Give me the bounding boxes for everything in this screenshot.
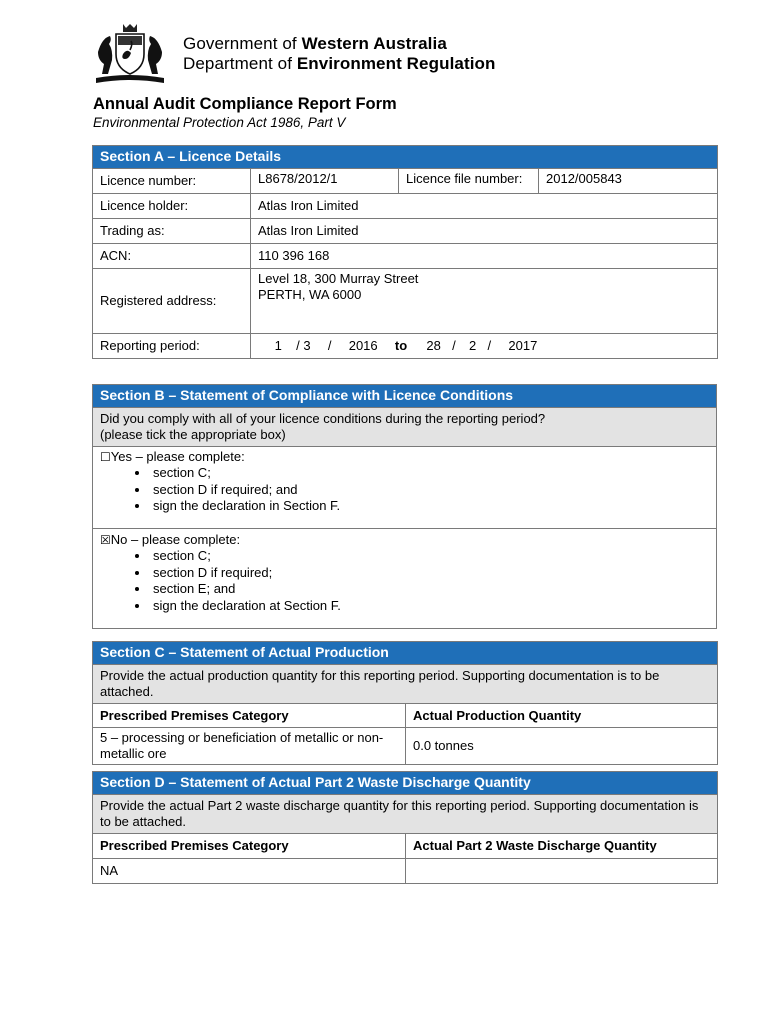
licence-holder-label: Licence holder: (93, 194, 251, 219)
wa-coat-of-arms-icon (90, 22, 170, 88)
org-name-line1: Government of Western Australia (183, 34, 447, 53)
section-a-heading: Section A – Licence Details (93, 146, 718, 169)
to-day: 28 (426, 338, 441, 353)
form-title: Annual Audit Compliance Report Form (93, 95, 397, 113)
no-checkbox[interactable]: ☒ (100, 533, 111, 547)
form-subtitle: Environmental Protection Act 1986, Part V (93, 115, 346, 130)
section-d-col2-header: Actual Part 2 Waste Discharge Quantity (406, 834, 718, 859)
list-item: • sign the declaration at Section F. (150, 598, 709, 615)
section-a-table (92, 145, 718, 359)
yes-checkbox[interactable]: ☐ (100, 450, 111, 464)
section-c-col2-header: Actual Production Quantity (406, 704, 718, 728)
section-c-category-cell: 5 – processing or beneficiation of metallic or non-metallic ore (93, 728, 406, 765)
section-b-table (92, 384, 717, 629)
yes-option[interactable] (93, 447, 717, 529)
no-list (100, 548, 709, 614)
to-month: 2 (469, 338, 477, 353)
registered-address-label: Registered address: (93, 269, 251, 334)
address-line1: Level 18, 300 Murray Street (258, 271, 419, 286)
section-c-instruction: Provide the actual production quantity for this reporting period. Supporting documentation is to be attached. (93, 665, 718, 704)
section-c-heading: Section C – Statement of Actual Production (93, 642, 718, 665)
no-label: No – please complete: (110, 532, 241, 547)
list-item: • section C; (150, 548, 709, 565)
list-item: • sign the declaration in Section F. (150, 498, 709, 515)
address-line2: PERTH, WA 6000 (258, 287, 362, 302)
licence-number-label: Licence number: (93, 169, 251, 194)
licence-file-label: Licence file number: (399, 169, 539, 194)
list-item: • section E; and (150, 581, 709, 598)
from-day: 1 (274, 338, 282, 353)
section-d-category-cell: NA (93, 859, 406, 884)
from-year: 2016 (348, 338, 378, 353)
list-item: • section D if required; and (150, 482, 709, 499)
licence-number-field[interactable]: L8678/2012/1 (251, 169, 399, 194)
trading-as-label: Trading as: (93, 219, 251, 244)
licence-file-field[interactable]: 2012/005843 (539, 169, 718, 194)
section-d-col1-header: Prescribed Premises Category (93, 834, 406, 859)
yes-label: Yes – please complete: (110, 449, 245, 464)
to-label: to (394, 338, 408, 353)
no-option[interactable] (93, 529, 717, 629)
compliance-question: Did you comply with all of your licence conditions during the reporting period? (please tick the appropriate box) (93, 408, 717, 447)
list-item: • section C; (150, 465, 709, 482)
section-d-instruction: Provide the actual Part 2 waste discharge quantity for this reporting period. Supporting documentation is to be attached. (93, 795, 718, 834)
org-name-line2: Department of Environment Regulation (183, 54, 496, 73)
reporting-period-label: Reporting period: (93, 334, 251, 359)
waste-discharge-field[interactable] (406, 859, 718, 884)
letterhead (90, 22, 510, 88)
acn-field[interactable]: 110 396 168 (251, 244, 718, 269)
acn-label: ACN: (93, 244, 251, 269)
section-c-table (92, 641, 718, 765)
section-b-heading: Section B – Statement of Compliance with Licence Conditions (93, 385, 717, 408)
yes-list (100, 465, 709, 515)
reporting-period-field[interactable]: 1 / 3 / 2016 to 28 / 2 / 2017 (251, 334, 718, 359)
registered-address-field[interactable] (251, 269, 718, 334)
section-d-table (92, 771, 718, 884)
from-month: 3 (303, 338, 311, 353)
section-d-heading: Section D – Statement of Actual Part 2 Waste Discharge Quantity (93, 772, 718, 795)
list-item: • section D if required; (150, 565, 709, 582)
section-c-col1-header: Prescribed Premises Category (93, 704, 406, 728)
to-year: 2017 (508, 338, 538, 353)
trading-as-field[interactable]: Atlas Iron Limited (251, 219, 718, 244)
actual-production-field[interactable]: 0.0 tonnes (406, 728, 718, 765)
licence-holder-field[interactable]: Atlas Iron Limited (251, 194, 718, 219)
